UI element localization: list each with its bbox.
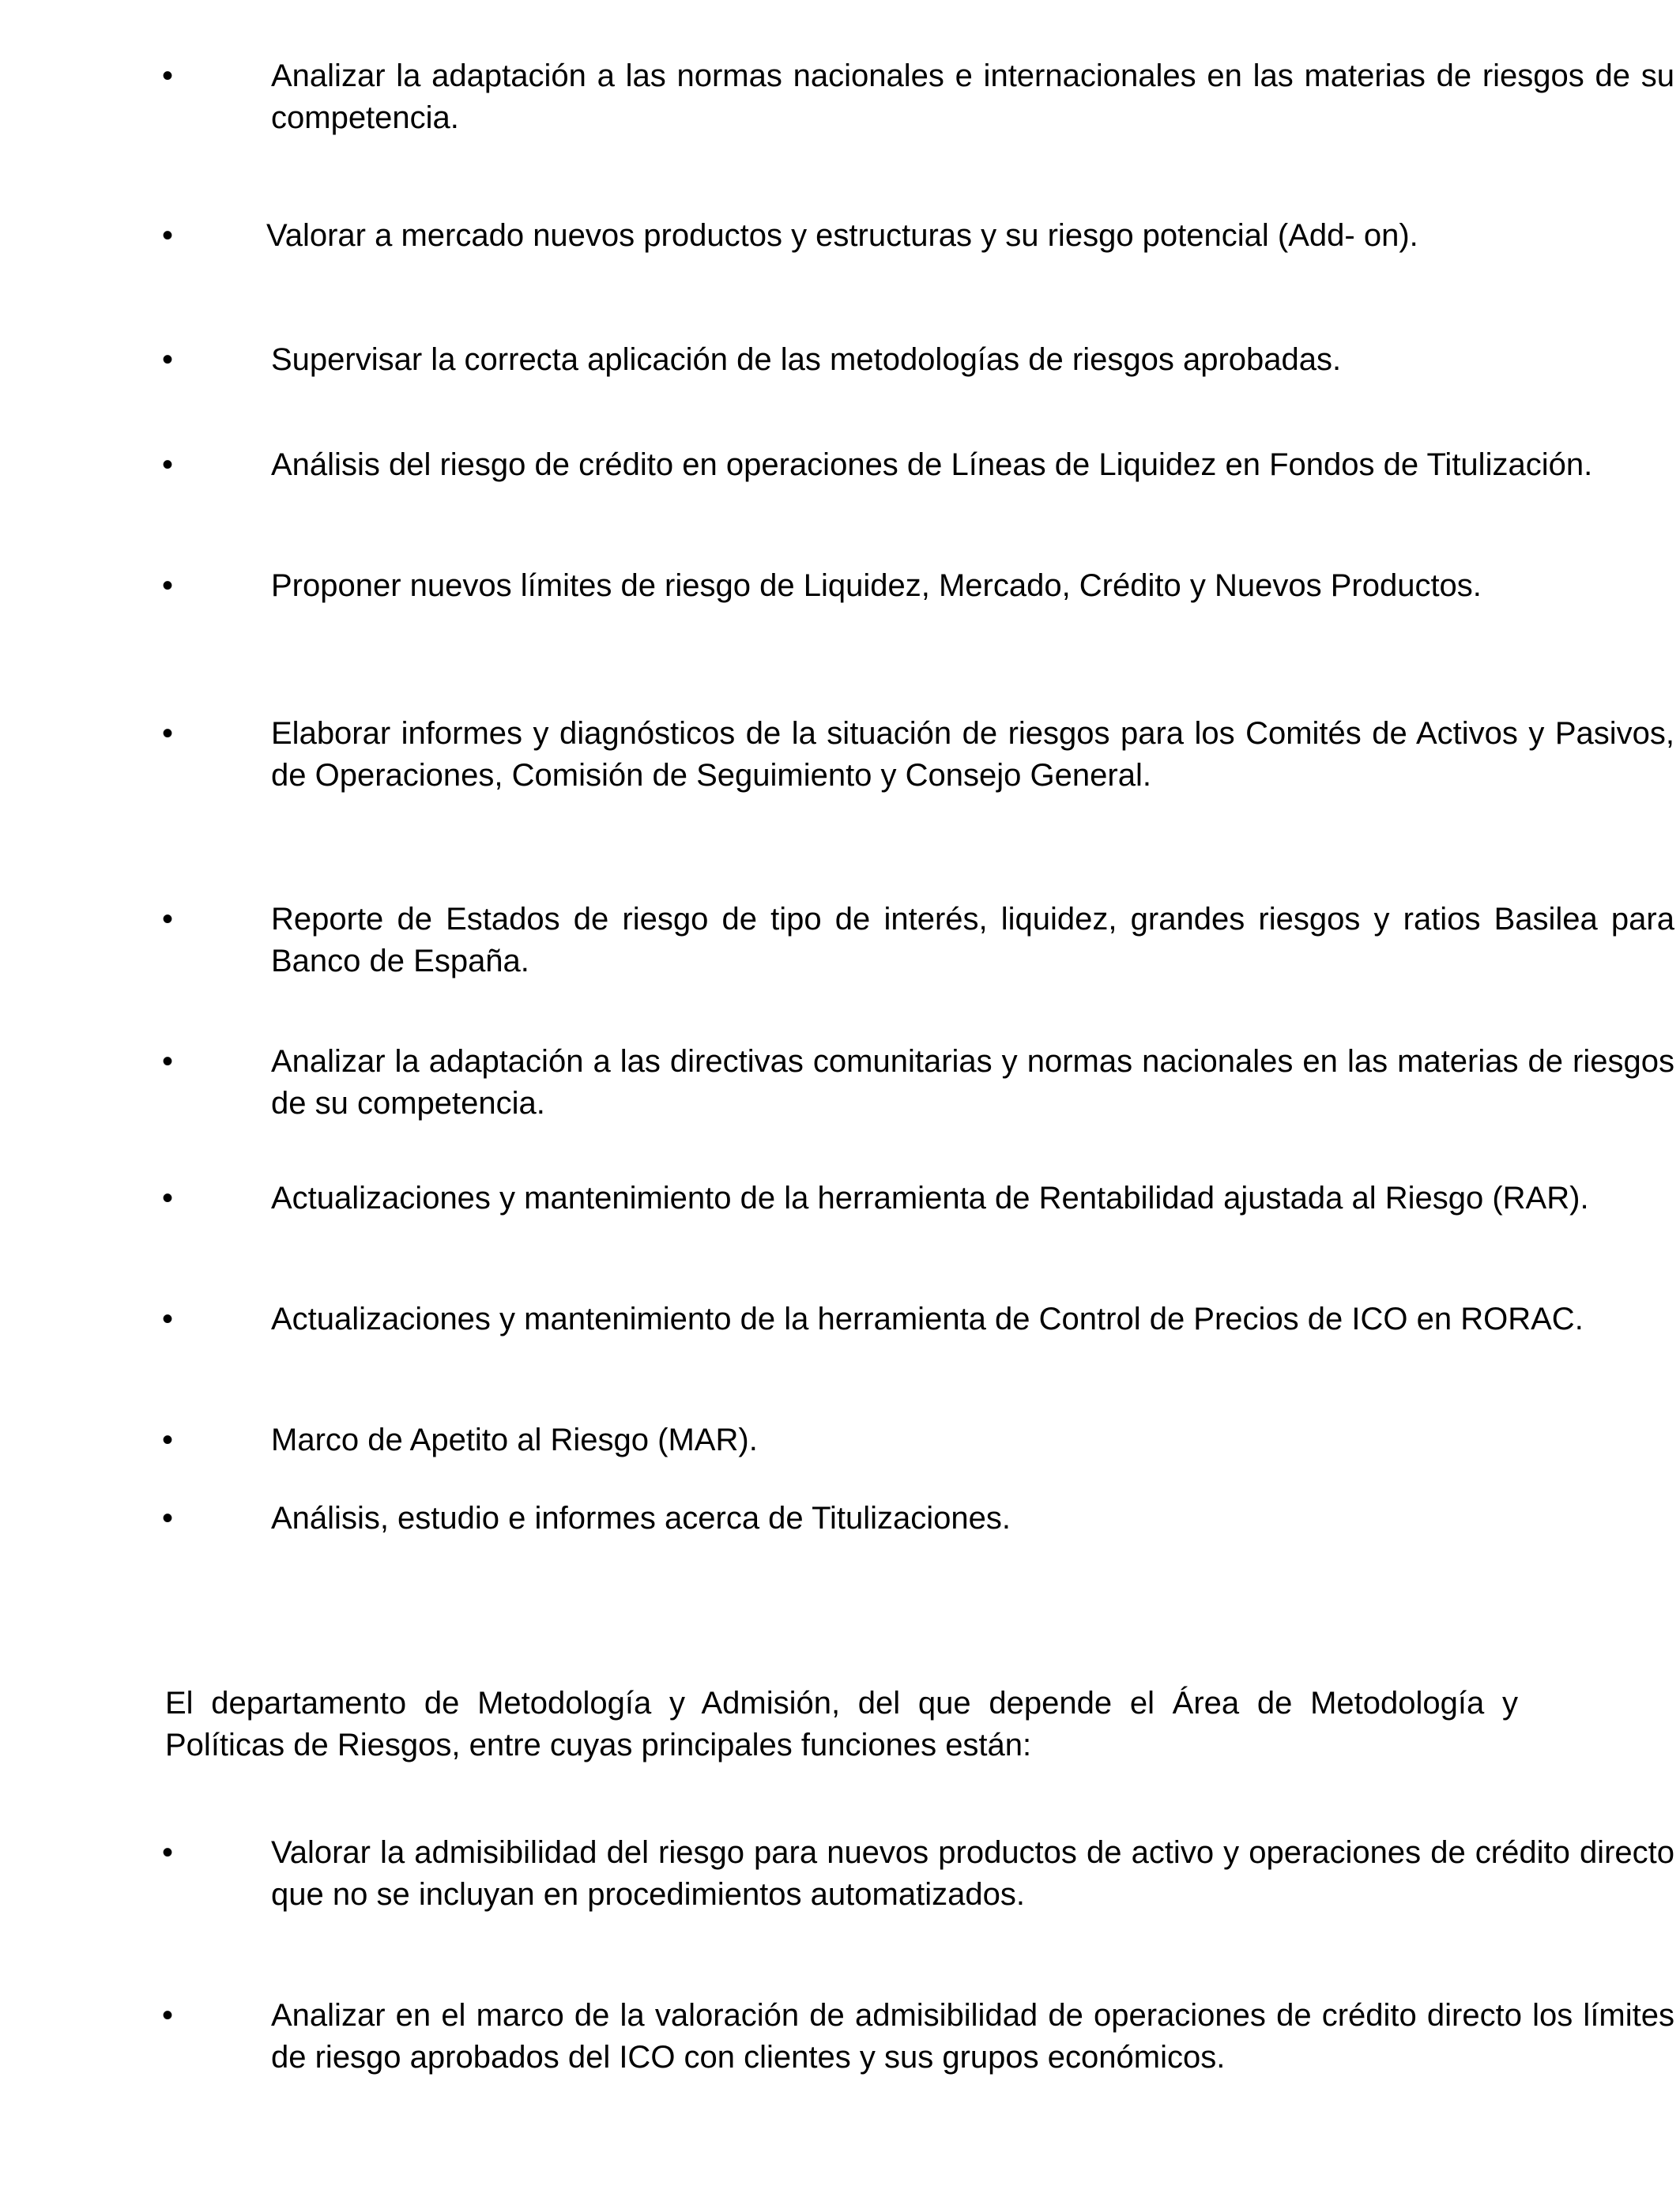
list-item-text: Valorar a mercado nuevos productos y estructuras y su riesgo potencial (Add- on). bbox=[266, 218, 1418, 253]
bullet-icon: • bbox=[162, 58, 174, 93]
list-item-text: Supervisar la correcta aplicación de las metodologías de riesgos aprobadas. bbox=[271, 342, 1342, 377]
department-paragraph: El departamento de Metodología y Admisión, del que depende el Área de Metodología y Políticas de Riesgos, entre cuyas principales funciones están: bbox=[165, 1686, 1518, 1762]
bullet-icon: • bbox=[162, 1835, 174, 1870]
list-item-text: Análisis del riesgo de crédito en operaciones de Líneas de Liquidez en Fondos de Titulización. bbox=[271, 447, 1593, 482]
bullet-icon: • bbox=[162, 342, 174, 377]
bullet-icon: • bbox=[162, 218, 174, 253]
bullet-icon: • bbox=[162, 1998, 174, 2033]
list-item-text: Reporte de Estados de riesgo de tipo de interés, liquidez, grandes riesgos y ratios Basilea para Banco de España. bbox=[271, 902, 1674, 978]
bullet-icon: • bbox=[162, 716, 174, 751]
bullet-icon: • bbox=[162, 1501, 174, 1536]
bullet-icon: • bbox=[162, 1181, 174, 1216]
list-item-text: Analizar la adaptación a las directivas comunitarias y normas nacionales en las materias de riesgos de su competencia. bbox=[271, 1044, 1674, 1121]
bullet-icon: • bbox=[162, 902, 174, 937]
list-item-text: Valorar la admisibilidad del riesgo para nuevos productos de activo y operaciones de crédito directo que no se incluyan en procedimientos automatizados. bbox=[271, 1835, 1674, 1912]
bullet-icon: • bbox=[162, 1423, 174, 1457]
list-item-text: Marco de Apetito al Riesgo (MAR). bbox=[271, 1423, 758, 1457]
list-item-text: Análisis, estudio e informes acerca de Titulizaciones. bbox=[271, 1501, 1011, 1536]
list-item-text: Elaborar informes y diagnósticos de la situación de riesgos para los Comités de Activos y Pasivos, de Operaciones, Comisión de Seguimiento y Consejo General. bbox=[271, 716, 1674, 793]
list-item-text: Actualizaciones y mantenimiento de la herramienta de Control de Precios de ICO en RORAC. bbox=[271, 1302, 1584, 1336]
bullet-icon: • bbox=[162, 1044, 174, 1079]
list-item-text: Analizar en el marco de la valoración de admisibilidad de operaciones de crédito directo los límites de riesgo aprobados del ICO con clientes y sus grupos económicos. bbox=[271, 1998, 1674, 2075]
bullet-icon: • bbox=[162, 568, 174, 603]
list-item-text: Proponer nuevos límites de riesgo de Liquidez, Mercado, Crédito y Nuevos Productos. bbox=[271, 568, 1482, 603]
list-item-text: Analizar la adaptación a las normas nacionales e internacionales en las materias de riesgos de su competencia. bbox=[271, 58, 1674, 135]
list-item-text: Actualizaciones y mantenimiento de la herramienta de Rentabilidad ajustada al Riesgo (RAR). bbox=[271, 1181, 1589, 1216]
bullet-icon: • bbox=[162, 447, 174, 482]
bullet-icon: • bbox=[162, 1302, 174, 1336]
